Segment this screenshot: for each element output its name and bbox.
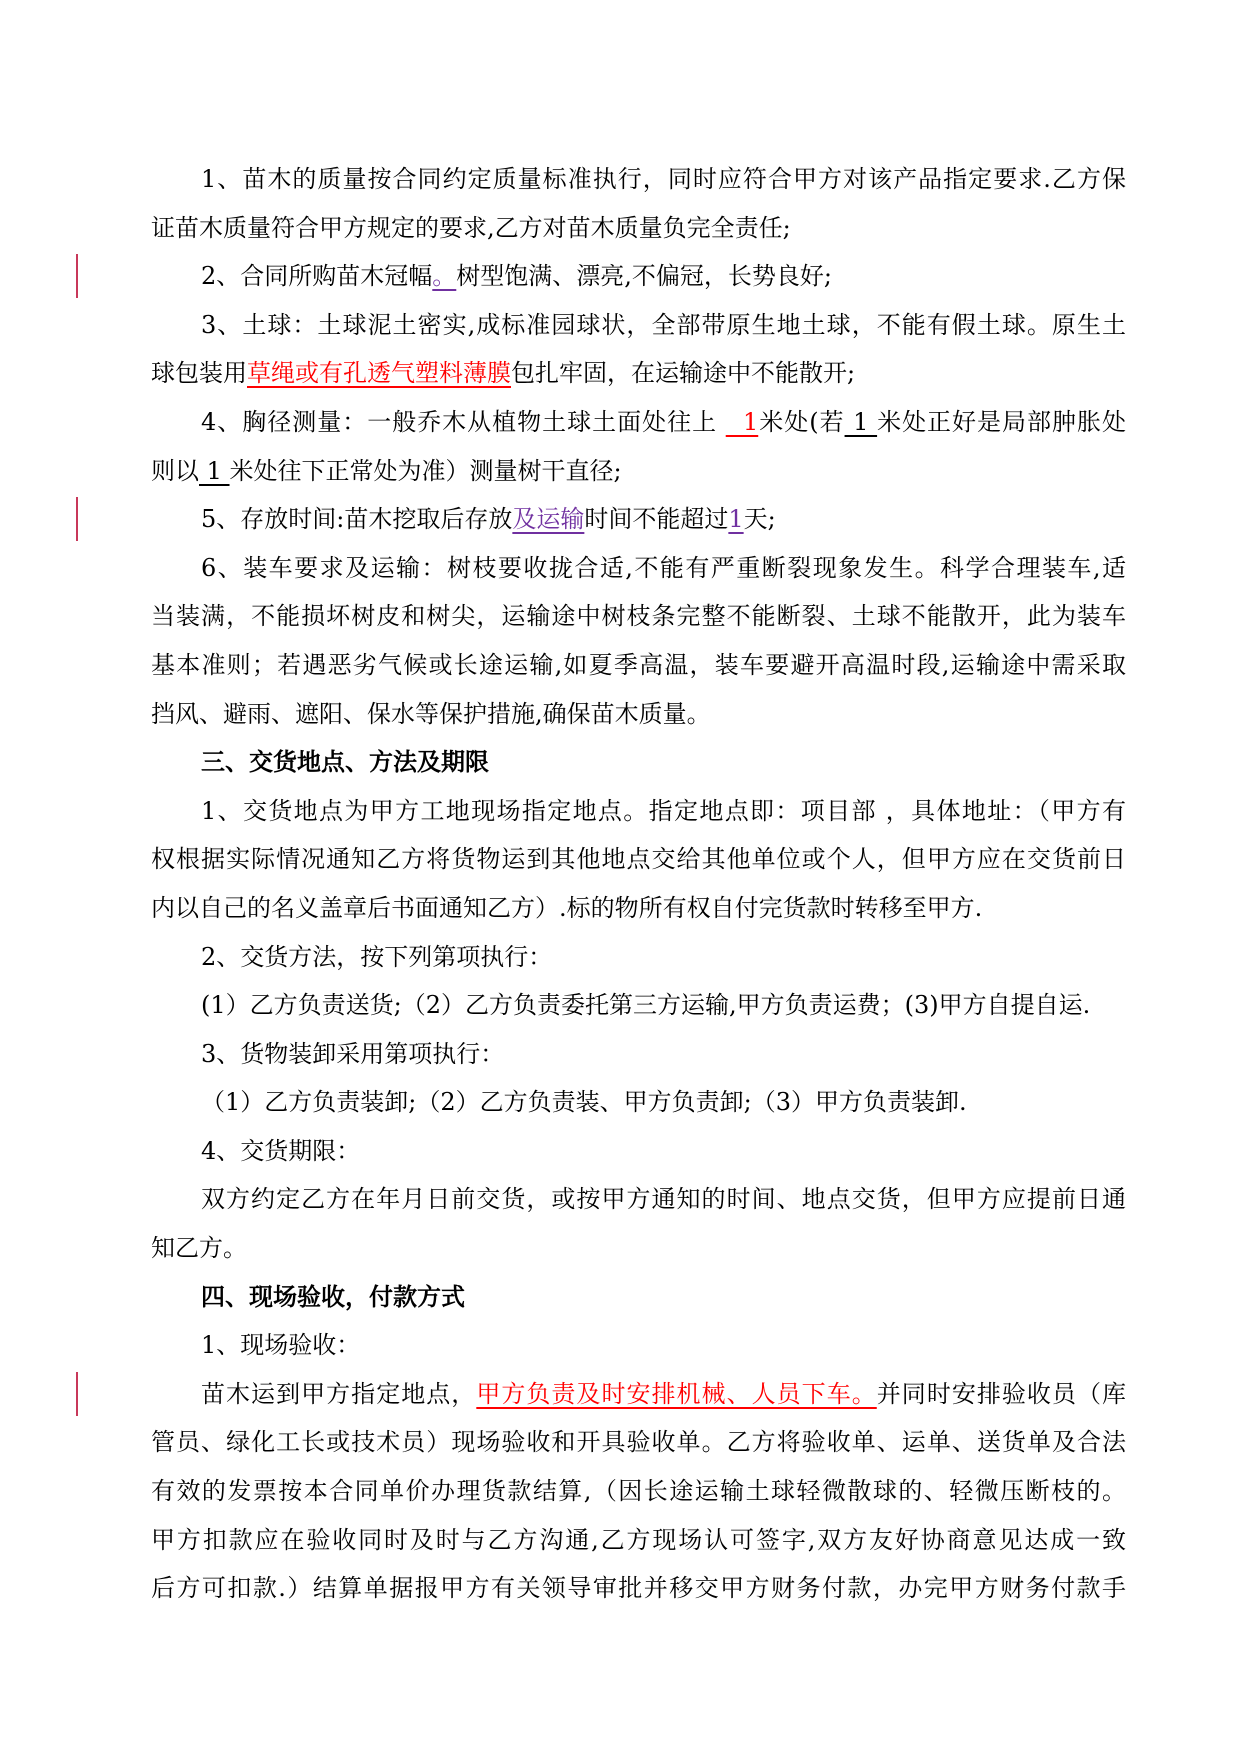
heading-text: 三、交货地点、方法及期限 — [201, 747, 489, 777]
text-line — [151, 690, 1126, 739]
line-text: 内以自己的名义盖章后书面通知乙方）.标的物所有权自付完货款时转移至甲方. — [151, 893, 983, 922]
filled-blank: 1 — [199, 456, 230, 485]
line-text: 当装满，不能损坏树皮和树尖，运输途中树枝条完整不能断裂、土球不能散开，此为装车 — [151, 602, 1126, 631]
tracked-change-text: 。 — [432, 262, 457, 291]
line-text: 并同时安排验收员（库 — [876, 1379, 1127, 1408]
line-text: 甲方扣款应在验收同时及时与乙方沟通,乙方现场认可签字,双方友好协商意见达成一致 — [151, 1525, 1126, 1554]
line-text: 米处正好是局部肿胀处 — [877, 407, 1127, 436]
text-line — [151, 1030, 1126, 1079]
line-text: （1）乙方负责装卸;（2）乙方负责装、甲方负责卸;（3）甲方负责装卸. — [201, 1088, 967, 1117]
tracked-change-text: 1 — [728, 505, 744, 534]
text-line — [151, 933, 1126, 982]
section-heading — [151, 738, 1126, 787]
text-line — [151, 1370, 1126, 1419]
text-line — [151, 398, 1126, 447]
line-text: 证苗木质量符合甲方规定的要求,乙方对苗木质量负完全责任; — [151, 213, 791, 242]
line-text: 知乙方。 — [151, 1234, 247, 1263]
inserted-text: 甲方负责及时安排机械、人员下车。 — [476, 1379, 877, 1408]
text-line — [151, 495, 1126, 544]
text-line — [151, 252, 1126, 301]
document-body — [151, 155, 1126, 1613]
revision-bar — [76, 497, 78, 541]
line-text: 米处往下正常处为准）测量树干直径; — [229, 456, 622, 485]
text-line — [151, 981, 1126, 1030]
text-line — [151, 447, 1126, 496]
line-text: 管员、绿化工长或技术员）现场验收和开具验收单。乙方将验收单、运单、送货单及合法 — [151, 1428, 1126, 1457]
text-line — [151, 641, 1126, 690]
line-text: 基本准则；若遇恶劣气候或长途运输,如夏季高温，装车要避开高温时段,运输途中需采取 — [151, 650, 1126, 679]
text-line — [151, 1127, 1126, 1176]
text-line — [151, 544, 1126, 593]
line-text: 米处(若 — [758, 407, 845, 436]
filled-blank: 1 — [725, 407, 759, 436]
line-text: 1、现场验收： — [201, 1331, 361, 1360]
text-line — [151, 1564, 1126, 1613]
text-line — [151, 1467, 1126, 1516]
line-text: 树型饱满、漂亮,不偏冠，长势良好; — [456, 262, 832, 291]
text-line — [151, 592, 1126, 641]
line-text: 有效的发票按本合同单价办理货款结算,（因长途运输土球轻微散球的、轻微压断枝的。 — [151, 1477, 1126, 1506]
text-line — [151, 1175, 1126, 1224]
line-text: 天; — [743, 505, 776, 534]
revision-bar — [76, 1372, 78, 1416]
line-text: 球包装用 — [151, 359, 247, 388]
line-text: 1、苗木的质量按合同约定质量标准执行，同时应符合甲方对该产品指定要求.乙方保 — [201, 165, 1126, 193]
text-line — [151, 301, 1126, 350]
text-line — [151, 884, 1126, 933]
inserted-text: 草绳或有孔透气塑料薄膜 — [247, 359, 511, 388]
line-text: 3、货物装卸采用第项执行： — [201, 1039, 505, 1068]
line-text: 2、合同所购苗木冠幅 — [201, 262, 433, 291]
line-text: 苗木运到甲方指定地点， — [201, 1379, 477, 1408]
text-line — [151, 155, 1126, 204]
line-text: 后方可扣款.）结算单据报甲方有关领导审批并移交甲方财务付款，办完甲方财务付款手 — [151, 1574, 1126, 1603]
revision-bar — [76, 254, 78, 298]
line-text: 1、交货地点为甲方工地现场指定地点。指定地点即：项目部 ，具体地址：（甲方有 — [201, 796, 1126, 825]
text-line — [151, 1224, 1126, 1273]
tracked-change-text: 及运输 — [512, 505, 585, 534]
line-text: 权根据实际情况通知乙方将货物运到其他地点交给其他单位或个人，但甲方应在交货前日 — [151, 845, 1126, 874]
section-heading — [151, 1273, 1126, 1322]
heading-text: 四、现场验收，付款方式 — [201, 1281, 465, 1311]
line-text: 双方约定乙方在年月日前交货，或按甲方通知的时间、地点交货，但甲方应提前日通 — [201, 1185, 1126, 1214]
line-text: 挡风、避雨、遮阳、保水等保护措施,确保苗木质量。 — [151, 699, 711, 728]
text-line — [151, 1321, 1126, 1370]
text-line — [151, 1078, 1126, 1127]
text-line — [151, 1516, 1126, 1565]
line-text: 则以 — [151, 456, 199, 485]
text-line — [151, 1418, 1126, 1467]
text-line — [151, 835, 1126, 884]
line-text: 4、交货期限： — [201, 1136, 361, 1165]
filled-blank: 1 — [844, 407, 878, 436]
text-line — [151, 204, 1126, 253]
line-text: 3、土球：土球泥土密实,成标准园球状，全部带原生地土球，不能有假土球。原生土 — [201, 310, 1126, 339]
line-text: 2、交货方法，按下列第项执行： — [201, 942, 553, 971]
line-text: 5、存放时间:苗木挖取后存放 — [201, 505, 513, 534]
line-text: 时间不能超过 — [584, 505, 729, 534]
line-text: (1）乙方负责送货;（2）乙方负责委托第三方运输,甲方负责运费；(3)甲方自提自运. — [201, 991, 1091, 1020]
line-text: 6、装车要求及运输：树枝要收拢合适,不能有严重断裂现象发生。科学合理装车,适 — [201, 553, 1126, 582]
text-line — [151, 349, 1126, 398]
line-text: 包扎牢固，在运输途中不能散开; — [511, 359, 856, 388]
text-line — [151, 787, 1126, 836]
line-text: 4、胸径测量：一般乔木从植物土球土面处往上 — [201, 407, 726, 436]
